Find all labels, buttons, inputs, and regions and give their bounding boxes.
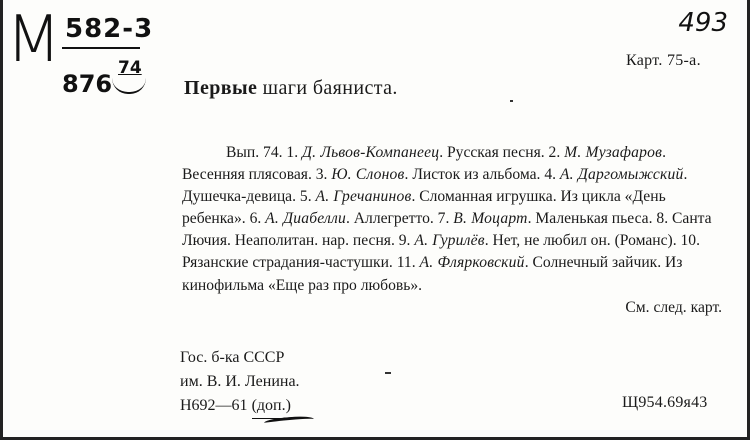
title-first-word: Первые <box>184 77 258 99</box>
composer-name: А. Флярковский <box>419 254 525 272</box>
composer-name: А. Диабелли <box>265 210 346 228</box>
work-text: . Листок из альбома. 4. <box>404 166 560 184</box>
work-text: . Аллегретто. 7. <box>345 210 454 228</box>
work-text: . Нет, не любил он. (Романс). 10. Рязанские страдания-частушки. 11. <box>182 232 701 272</box>
card-number: Карт. 75-а. <box>626 52 701 69</box>
work-text: . Сломанная игрушка. Из цикла «День ребенка». 6. <box>182 188 666 228</box>
handwritten-inventory-number: 876 <box>62 70 113 98</box>
see-next-card: См. след. карт. <box>625 298 722 316</box>
contents-text <box>182 142 722 319</box>
composer-name: М. Музафаров <box>564 144 663 161</box>
title-rest: шаги баяниста. <box>257 77 398 99</box>
composer-name: В. Моцарт <box>453 210 528 228</box>
work-text: . Весенняя плясовая. 3. <box>182 144 667 184</box>
handwritten-shelf-number: 582-3 <box>65 14 154 44</box>
contents-intro: Вып. 74. 1. <box>226 144 303 161</box>
contents-paragraph <box>182 142 722 297</box>
card-title <box>184 77 398 100</box>
composer-name: А. Гречанинов <box>315 188 412 206</box>
ink-speck <box>385 372 391 374</box>
handwritten-divider <box>62 47 140 49</box>
composer-name: Ю. Слонов <box>331 166 405 184</box>
handwritten-page-number: 493 <box>678 8 728 38</box>
handwritten-arc <box>112 78 146 94</box>
dop-mark: (доп.) <box>252 394 291 419</box>
work-text: . Русская песня. 2. <box>439 144 565 161</box>
work-text: . Душечка-девица. 5. <box>182 166 688 206</box>
handwritten-letter: М <box>6 3 62 77</box>
order-line <box>180 394 300 419</box>
order-code: Н692—61 <box>180 397 248 414</box>
ink-speck <box>510 100 513 102</box>
composer-name: А. Гурилёв <box>414 232 485 250</box>
handwritten-sub-number: 74 <box>118 58 142 78</box>
card-border-left <box>0 0 3 440</box>
library-line-2: им. В. И. Ленина. <box>180 373 300 390</box>
work-text: . Маленькая пьеса. 8. Санта Лючия. Неаполитан. нар. песня. 9. <box>182 210 712 250</box>
classification-code: Щ954.69я43 <box>622 394 708 411</box>
library-stamp <box>180 346 300 419</box>
work-text: . Солнечный зайчик. Из кинофильма «Еще раз про любовь». <box>182 254 683 294</box>
library-line-1: Гос. б-ка СССР <box>180 349 285 366</box>
composer-name: А. Даргомыжский <box>559 166 684 184</box>
composer-name: Д. Львов-Компанеец <box>302 144 440 161</box>
